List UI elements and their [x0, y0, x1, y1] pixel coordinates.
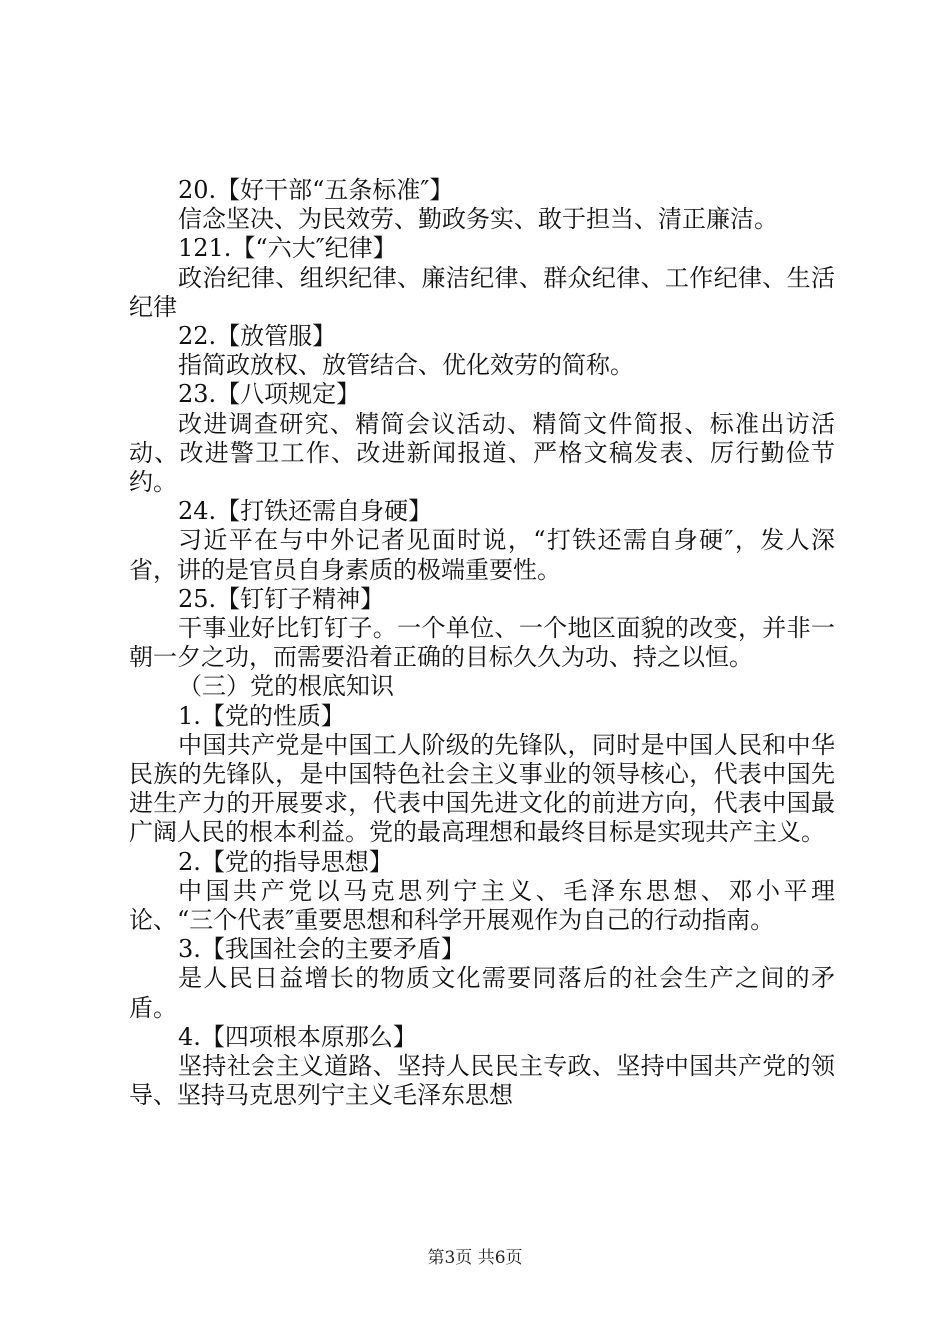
- section-text: 干事业好比钉钉子。一个单位、一个地区面貌的改变，并非一朝一夕之功，而需要沿着正确的目标久久为功、持之以恒。: [129, 614, 835, 672]
- section-heading: 1.【党的性质】: [178, 701, 345, 730]
- section-text: 指简政放权、放管结合、优化效劳的简称。: [178, 351, 634, 380]
- section-text: 习近平在与中外记者见面时说，“打铁还需自身硬″，发人深省，讲的是官员自身素质的极端重要性。: [129, 526, 835, 584]
- section-text: 中国共产党是中国工人阶级的先锋队，同时是中国人民和中华民族的先锋队，是中国特色社会主义事业的领导核心，代表中国先进生产力的开展要求，代表中国先进文化的前进方向，代表中国最广阔人民的根本利益。党的最高理想和最终目标是实现共产主义。: [129, 730, 835, 847]
- section-text: 中国共产党以马克思列宁主义、毛泽东思想、邓小平理论、“三个代表″重要思想和科学开展观作为自己的行动指南。: [129, 876, 835, 935]
- page-number-footer: 第3页 共6页: [427, 1248, 523, 1268]
- section-heading: 25.【钉钉子精神】: [178, 584, 385, 613]
- section-heading: 3.【我国社会的主要矛盾】: [178, 935, 465, 964]
- section-text: 政治纪律、组织纪律、廉洁纪律、群众纪律、工作纪律、生活纪律: [129, 263, 835, 321]
- section-heading: 24.【打铁还需自身硬】: [178, 497, 433, 526]
- section-text: 坚持社会主义道路、坚持人民民主专政、坚持中国共产党的领导、坚持马克思列宁主义毛泽东思想: [129, 1052, 835, 1110]
- section-heading: 4.【四项根本原那么】: [178, 1022, 417, 1051]
- section-heading: 2.【党的指导思想】: [178, 847, 393, 876]
- section-text: 改进调查研究、精简会议活动、精简文件简报、标准出访活动、改进警卫工作、改进新闻报道、严格文稿发表、厉行勤俭节约。: [129, 409, 835, 497]
- section-heading: 23.【八项规定】: [178, 380, 361, 409]
- part-heading: （三）党的根底知识: [178, 672, 394, 701]
- section-heading: 121.【“六大″纪律】: [178, 234, 397, 263]
- section-heading: 20.【好干部“五条标准″】: [178, 176, 454, 204]
- section-heading: 22.【放管服】: [178, 322, 337, 351]
- document-body: [129, 176, 835, 1111]
- section-text: 信念坚决、为民效劳、勤政务实、敢于担当、清正廉洁。: [178, 205, 778, 234]
- section-text: 是人民日益增长的物质文化需要同落后的社会生产之间的矛盾。: [129, 964, 835, 1022]
